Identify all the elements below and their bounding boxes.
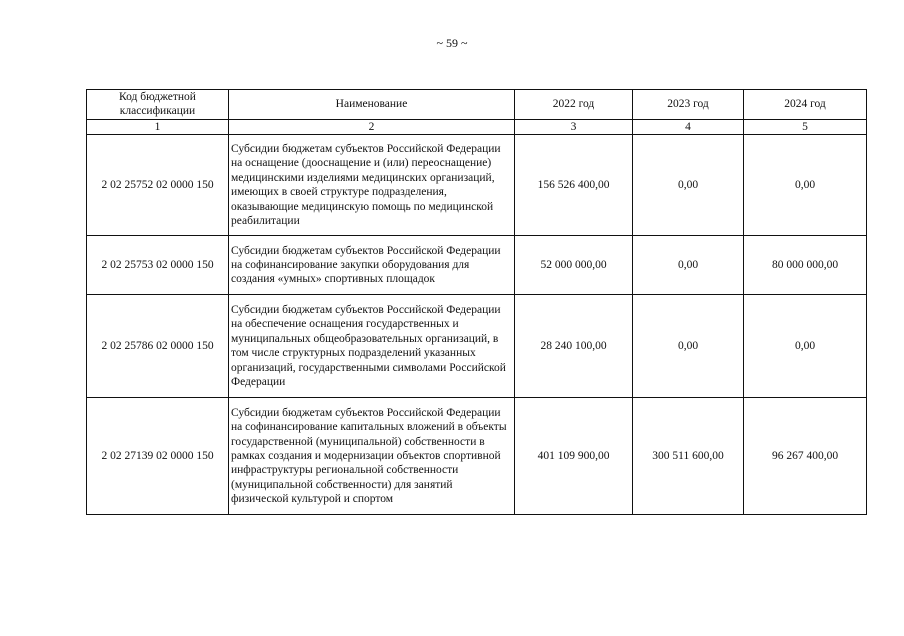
page-number: ~ 59 ~ [436,36,468,50]
header-2022: 2022 год [515,90,633,120]
column-number: 4 [633,119,744,134]
table-header-row [87,90,867,120]
row-value-2022: 28 240 100,00 [515,295,633,398]
row-code: 2 02 25752 02 0000 150 [87,135,229,236]
row-code: 2 02 25786 02 0000 150 [87,295,229,398]
table-row [87,398,867,515]
row-value-2023: 0,00 [633,135,744,236]
table-row [87,135,867,236]
row-value-2022: 52 000 000,00 [515,236,633,295]
row-name: Субсидии бюджетам субъектов Российской Федерации на оснащение (дооснащение и (или) переоснащение) медицинскими изделиями медицинских организаций, имеющих в своей структуре подразделения, оказывающие медицинскую помощь по медицинской реабилитации [229,135,515,236]
column-number-row [87,119,867,134]
row-value-2023: 300 511 600,00 [633,398,744,515]
header-2024: 2024 год [744,90,867,120]
row-code: 2 02 27139 02 0000 150 [87,398,229,515]
row-name: Субсидии бюджетам субъектов Российской Федерации на софинансирование закупки оборудования для создания «умных» спортивных площадок [229,236,515,295]
row-name: Субсидии бюджетам субъектов Российской Федерации на обеспечение оснащения государственных и муниципальных общеобразовательных организаций, в том числе структурных подразделений указанных организаций, государственными символами Российской Федерации [229,295,515,398]
table-row [87,295,867,398]
column-number: 3 [515,119,633,134]
column-number: 1 [87,119,229,134]
column-number: 2 [229,119,515,134]
header-name: Наименование [229,90,515,120]
row-name: Субсидии бюджетам субъектов Российской Федерации на софинансирование капитальных вложений в объекты государственной (муниципальной) собственности в рамках создания и модернизации объектов спортивной инфраструктуры региональной собственности (муниципальной собственности) для занятий физической культурой и спортом [229,398,515,515]
row-value-2023: 0,00 [633,295,744,398]
row-value-2024: 80 000 000,00 [744,236,867,295]
row-value-2024: 0,00 [744,295,867,398]
column-number: 5 [744,119,867,134]
row-value-2023: 0,00 [633,236,744,295]
row-value-2024: 96 267 400,00 [744,398,867,515]
header-code: Код бюджетной классификации [87,90,229,120]
row-value-2022: 156 526 400,00 [515,135,633,236]
header-2023: 2023 год [633,90,744,120]
row-value-2022: 401 109 900,00 [515,398,633,515]
table-row [87,236,867,295]
budget-revenue-table [86,89,867,515]
row-code: 2 02 25753 02 0000 150 [87,236,229,295]
row-value-2024: 0,00 [744,135,867,236]
